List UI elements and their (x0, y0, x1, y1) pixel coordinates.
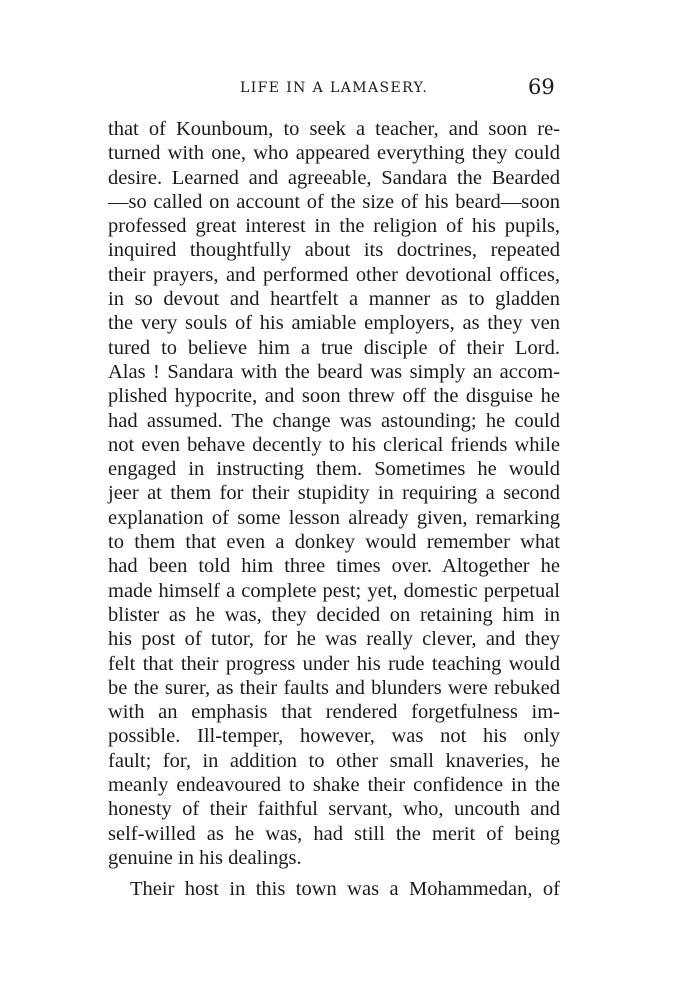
running-header (0, 75, 677, 102)
text-line: inquired thoughtfully about its doctrines, repeated (108, 239, 560, 262)
text-line: turned with one, who appeared everything they could (108, 142, 560, 165)
paragraph (108, 117, 560, 870)
text-line: be the surer, as their faults and blunders were rebuked (108, 676, 560, 699)
text-line: tured to believe him a true disciple of their Lord. (108, 336, 560, 359)
text-line: not even behave decently to his clerical friends while (108, 433, 560, 456)
text-line: explanation of some lesson already given, remarking (108, 506, 560, 529)
text-line: Alas ! Sandara with the beard was simply an accom- (108, 360, 560, 383)
page-number: 69 (528, 75, 555, 99)
text-line: plished hypocrite, and soon threw off the disguise he (108, 385, 560, 408)
text-line: had been told him three times over. Altogether he (108, 555, 560, 578)
text-line: desire. Learned and agreeable, Sandara the Bearded (108, 166, 560, 189)
text-line: the very souls of his amiable employers, as they ven (108, 312, 560, 335)
text-line: Their host in this town was a Mohammedan, of (130, 878, 560, 901)
text-line: in so devout and heartfelt a manner as to gladden (108, 288, 560, 311)
text-line: their prayers, and performed other devotional offices, (108, 263, 560, 286)
text-line: jeer at them for their stupidity in requiring a second (108, 482, 560, 505)
text-line: professed great interest in the religion of his pupils, (108, 215, 560, 238)
text-line: that of Kounboum, to seek a teacher, and soon re- (108, 118, 560, 140)
text-line: with an emphasis that rendered forgetfulness im- (108, 701, 560, 724)
text-line: genuine in his dealings. (108, 846, 302, 869)
text-line: —so called on account of the size of his beard—soon (108, 190, 560, 213)
text-line: made himself a complete pest; yet, domestic perpetual (108, 579, 560, 602)
running-title: LIFE IN A LAMASERY. (240, 80, 429, 96)
text-line: meanly endeavoured to shake their confidence in the (108, 774, 560, 797)
text-line: engaged in instructing them. Sometimes he would (108, 458, 560, 481)
paragraph-gap (108, 870, 560, 877)
text-line: his post of tutor, for he was really clever, and they (108, 628, 560, 651)
paragraph (108, 877, 560, 901)
text-line: to them that even a donkey would remember what (108, 531, 560, 554)
text-line: self-willed as he was, had still the merit of being (108, 822, 560, 845)
text-line: honesty of their faithful servant, who, uncouth and (108, 798, 560, 821)
text-line: fault; for, in addition to other small knaveries, he (108, 749, 560, 772)
text-line: had assumed. The change was astounding; he could (108, 409, 560, 432)
text-line: blister as he was, they decided on retaining him in (108, 603, 560, 626)
body-text (108, 117, 560, 902)
text-line: possible. Ill-temper, however, was not his only (108, 725, 560, 748)
text-line: felt that their progress under his rude teaching would (108, 652, 560, 675)
